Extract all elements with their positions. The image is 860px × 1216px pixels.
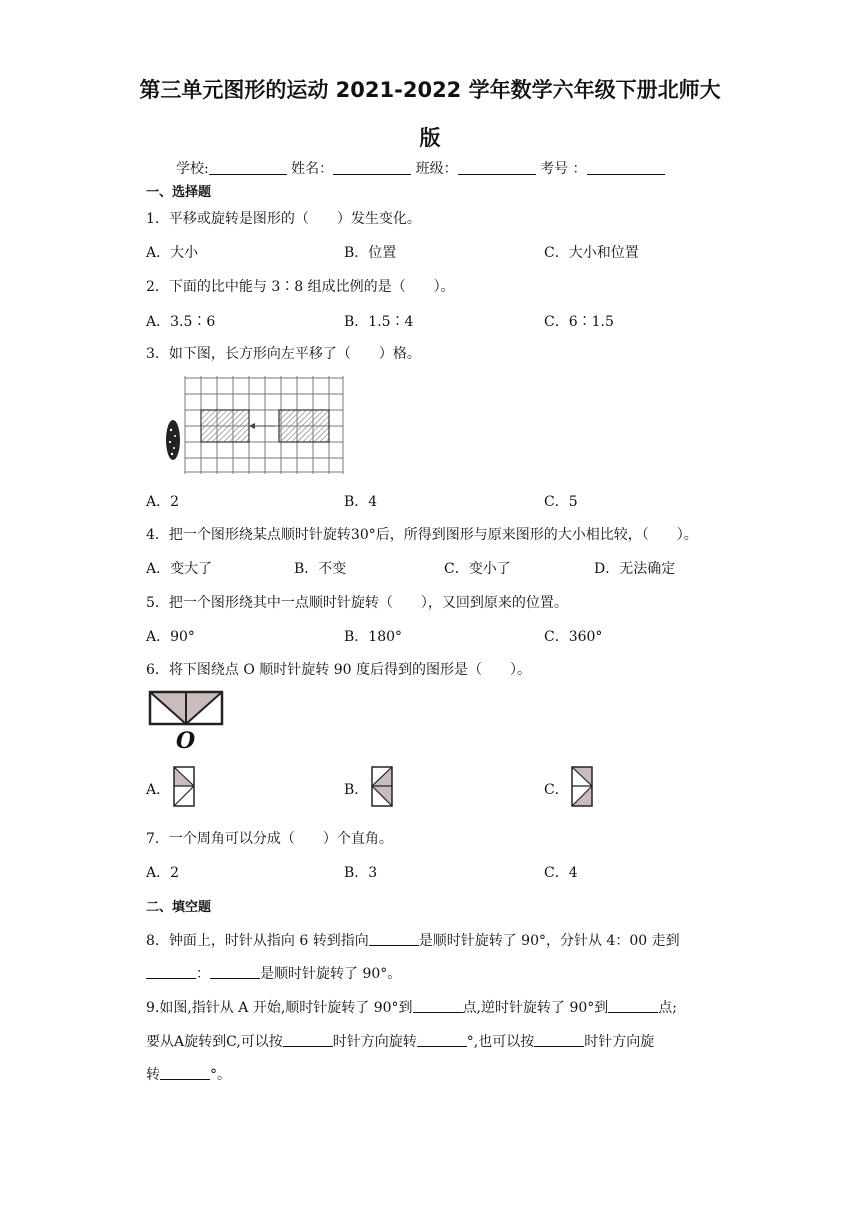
q9-blank-5	[534, 1034, 584, 1047]
q8-part1: 8．钟面上，时针从指向 6 转到指向	[146, 933, 369, 949]
question-8-line2	[146, 963, 401, 983]
question-2-text: 2．下面的比中能与 3∶8 组成比例的是（ ）。	[146, 279, 455, 295]
q6-option-c: C．	[544, 782, 569, 798]
school-blank	[209, 160, 287, 175]
school-label: 学校:	[176, 161, 209, 177]
grid-rectangle-translation-figure	[163, 372, 347, 478]
rotation-source-figure	[146, 688, 230, 752]
q4-option-d: D．无法确定	[594, 561, 676, 577]
q6-option-a: A．	[146, 782, 171, 798]
q9-p8: 转	[146, 1067, 160, 1083]
q3-option-a: A．2	[146, 494, 180, 510]
q8-blank-1	[369, 933, 419, 946]
name-blank	[333, 160, 411, 175]
question-7-text: 7．一个周角可以分成（ ）个直角。	[146, 831, 393, 847]
q9-p9: °。	[210, 1067, 231, 1083]
q9-p5: 时针方向旋转	[332, 1034, 417, 1050]
q5-option-c: C．360°	[544, 629, 603, 645]
q8-blank-3	[210, 966, 260, 979]
q8-part2: 是顺时针旋转了 90°，分针从 4：00 走到	[418, 933, 680, 949]
q2-option-c: C．6∶1.5	[544, 314, 614, 330]
question-3-text: 3．如下图，长方形向左平移了（ ）格。	[146, 346, 421, 362]
q9-p7: 时针方向旋	[584, 1034, 655, 1050]
q7-option-b: B．3	[344, 865, 378, 881]
document-title-line1: 第三单元图形的运动 2021-2022 学年数学六年级下册北师大	[139, 78, 721, 102]
question-1-text: 1．平移或旋转是图形的（ ）发生变化。	[146, 211, 421, 227]
q1-option-a: A．大小	[146, 245, 199, 261]
q7-option-c: C．4	[544, 865, 578, 881]
q9-p1: 9.如图,指针从 A 开始,顺时针旋转了 90°到	[146, 1000, 413, 1016]
q9-blank-4	[417, 1034, 467, 1047]
q8-part3: ：	[196, 966, 210, 982]
q9-p3: 点;	[658, 1000, 677, 1016]
q2-option-a: A．3.5∶6	[146, 314, 216, 330]
q9-p6: °,也可以按	[466, 1034, 535, 1050]
q1-option-b: B．位置	[344, 245, 397, 261]
q6-option-c-figure	[569, 764, 595, 810]
q9-blank-1	[413, 1000, 463, 1013]
q9-blank-2	[608, 1000, 658, 1013]
question-9-line3	[146, 1064, 231, 1084]
document-title-line2: 版	[419, 126, 441, 150]
q9-p4: 要从A旋转到C,可以按	[146, 1034, 283, 1050]
q8-blank-2	[146, 966, 196, 979]
name-label: 姓名：	[291, 161, 334, 177]
question-8-line1	[146, 930, 680, 950]
q3-option-c: C．5	[544, 494, 578, 510]
question-6-text: 6．将下图绕点 O 顺时针旋转 90 度后得到的图形是（ ）。	[146, 662, 531, 678]
exam-number-label: 考号 ：	[540, 161, 587, 177]
q8-part4: 是顺时针旋转了 90°。	[260, 966, 402, 982]
q2-option-b: B．1.5∶4	[344, 314, 414, 330]
q4-option-a: A．变大了	[146, 561, 213, 577]
q9-blank-3	[283, 1034, 333, 1047]
question-9-line1	[146, 997, 677, 1017]
q1-option-c: C．大小和位置	[544, 245, 639, 261]
q6-option-a-figure	[171, 764, 197, 810]
q9-p2: 点,逆时针旋转了 90°到	[462, 1000, 609, 1016]
question-5-text: 5．把一个图形绕其中一点顺时针旋转（ ），又回到原来的位置。	[146, 595, 568, 611]
q4-option-b: B．不变	[294, 561, 347, 577]
q5-option-b: B．180°	[344, 629, 403, 645]
q3-option-b: B．4	[344, 494, 378, 510]
class-blank	[458, 160, 536, 175]
section-fill-heading: 二、填空题	[146, 900, 212, 915]
q9-blank-6	[160, 1067, 210, 1080]
q6-option-b: B．	[344, 782, 369, 798]
q4-option-c: C．变小了	[444, 561, 511, 577]
question-9-line2	[146, 1031, 654, 1051]
point-o-label: O	[176, 728, 196, 752]
q6-option-b-figure	[369, 764, 395, 810]
section-choice-heading: 一、选择题	[146, 185, 212, 200]
exam-number-blank	[587, 160, 665, 175]
class-label: 班级：	[415, 161, 458, 177]
q7-option-a: A．2	[146, 865, 180, 881]
q5-option-a: A．90°	[146, 629, 195, 645]
question-4-text: 4．把一个图形绕某点顺时针旋转30°后，所得到图形与原来图形的大小相比较，（ ）。	[146, 527, 698, 543]
student-info-row	[176, 158, 665, 178]
